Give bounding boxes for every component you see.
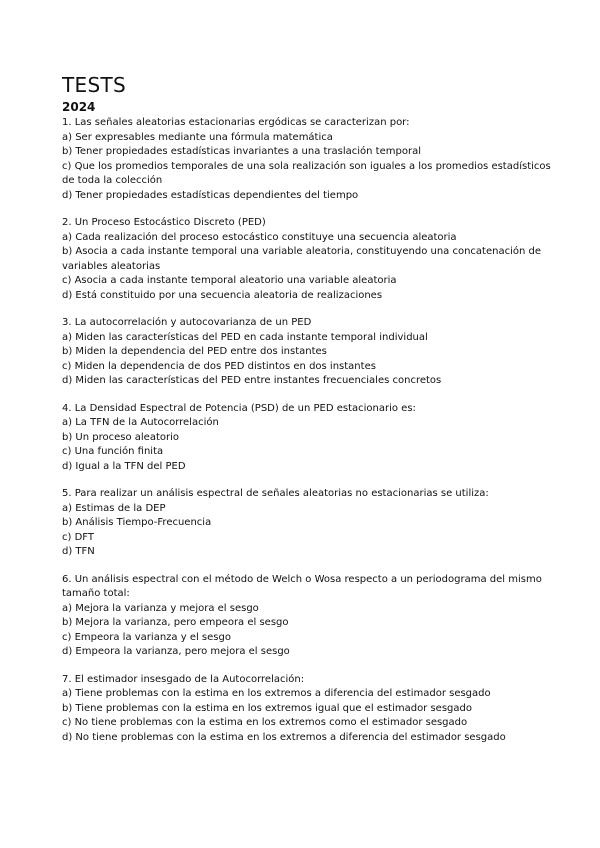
option-list <box>62 331 560 389</box>
answer-option: c) Que los promedios temporales de una sola realización son iguales a los promedios estadísticos de toda la colección <box>62 160 551 186</box>
question-2 <box>62 216 560 303</box>
answer-option: a) Cada realización del proceso estocástico constituye una secuencia aleatoria <box>62 231 457 243</box>
answer-option: c) No tiene problemas con la estima en los extremos como el estimador sesgado <box>62 717 468 728</box>
answer-option: c) Empeora la varianza y el sesgo <box>62 631 231 643</box>
option-list <box>62 131 560 204</box>
question-7 <box>62 673 560 746</box>
answer-option: b) Tener propiedades estadísticas invariantes a una traslación temporal <box>62 146 421 157</box>
answer-option: c) Una función finita <box>62 446 164 457</box>
answer-option: d) No tiene problemas con la estima en los extremos a diferencia del estimador sesgado <box>62 731 506 743</box>
option-list <box>62 231 560 304</box>
answer-option: b) Un proceso aleatorio <box>62 431 180 443</box>
answer-option: d) Tener propiedades estadísticas dependientes del tiempo <box>62 189 359 201</box>
answer-option: d) Está constituido por una secuencia aleatoria de realizaciones <box>62 289 383 301</box>
question-text: 5. Para realizar un análisis espectral de señales aleatorias no estacionarias se utiliza: <box>62 488 489 499</box>
question-4 <box>62 402 560 475</box>
answer-option: d) Miden las características del PED entre instantes frecuenciales concretos <box>62 375 442 386</box>
answer-option: d) TFN <box>62 546 95 557</box>
question-6 <box>62 573 560 660</box>
answer-option: c) Asocia a cada instante temporal aleatorio una variable aleatoria <box>62 275 397 286</box>
question-5 <box>62 487 560 560</box>
answer-option: a) Mejora la varianza y mejora el sesgo <box>62 602 259 614</box>
question-list <box>62 116 560 745</box>
answer-option: b) Análisis Tiempo-Frecuencia <box>62 517 212 528</box>
answer-option: c) DFT <box>62 531 94 543</box>
question-text: 6. Un análisis espectral con el método de Welch o Wosa respecto a un periodograma del mismo tamaño total: <box>62 573 542 599</box>
answer-option: a) La TFN de la Autocorrelación <box>62 417 219 428</box>
answer-option: d) Igual a la TFN del PED <box>62 460 186 472</box>
question-text: 1. Las señales aleatorias estacionarias ergódicas se caracterizan por: <box>62 117 410 128</box>
option-list <box>62 502 560 560</box>
option-list <box>62 687 560 745</box>
answer-option: b) Tiene problemas con la estima en los extremos igual que el estimador sesgado <box>62 702 472 714</box>
answer-option: a) Estimas de la DEP <box>62 502 166 514</box>
question-text: 7. El estimador insesgado de la Autocorrelación: <box>62 673 305 685</box>
answer-option: a) Ser expresables mediante una fórmula matemática <box>62 131 333 143</box>
answer-option: b) Mejora la varianza, pero empeora el sesgo <box>62 617 289 628</box>
answer-option: a) Tiene problemas con la estima en los extremos a diferencia del estimador sesgado <box>62 688 491 699</box>
option-list <box>62 416 560 474</box>
answer-option: d) Empeora la varianza, pero mejora el sesgo <box>62 646 290 657</box>
question-text: 3. La autocorrelación y autocovarianza de un PED <box>62 317 312 328</box>
question-3 <box>62 316 560 389</box>
answer-option: c) Miden la dependencia de dos PED distintos en dos instantes <box>62 360 376 372</box>
answer-option: b) Asocia a cada instante temporal una variable aleatoria, constituyendo una concatenación de variables aleatorias <box>62 246 541 272</box>
document-title: TESTS <box>62 73 126 97</box>
document-year: 2024 <box>62 100 96 114</box>
question-text: 4. La Densidad Espectral de Potencia (PSD) de un PED estacionario es: <box>62 402 416 414</box>
question-1 <box>62 116 560 203</box>
question-text: 2. Un Proceso Estocástico Discreto (PED) <box>62 217 266 228</box>
answer-option: b) Miden la dependencia del PED entre dos instantes <box>62 346 327 357</box>
answer-option: a) Miden las características del PED en cada instante temporal individual <box>62 331 428 343</box>
option-list <box>62 602 560 660</box>
